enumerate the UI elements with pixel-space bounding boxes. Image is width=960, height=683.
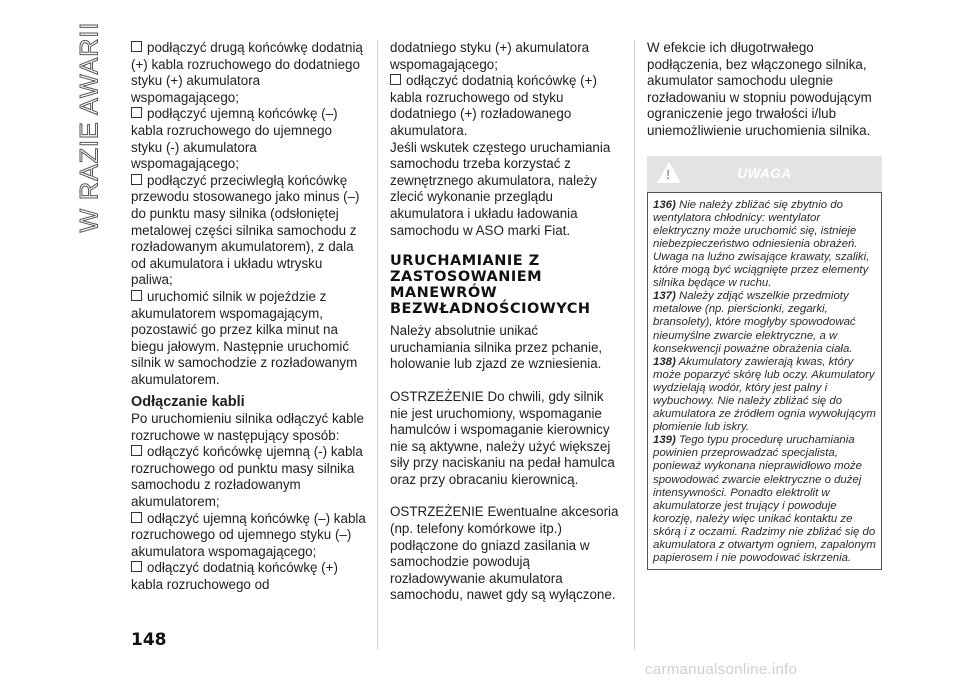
page-number: 148 (131, 630, 167, 650)
list-item: odłączyć ujemną końcówkę (–) kabla rozruchowego od ujemnego styku (–) akumulatora wspomagającego; (131, 510, 366, 559)
column-2 (390, 40, 622, 604)
checkbox-bullet-icon (131, 290, 142, 301)
warning-item: 138) Akumulatory zawierają kwas, który może poparzyć skórę lub oczy. Akumulatory wydzielają wodór, który jest palny i wybuchowy. Nie należy zbliżać się do akumulatora ze źródłem ognia wywołującym płomienie lub iskry. (653, 355, 876, 434)
list-item: odłączyć dodatnią końcówkę (+) kabla rozruchowego od (131, 560, 338, 592)
section-heading: Odłączanie kabli (131, 394, 245, 411)
warning-paragraph: OSTRZEŻENIE Do chwili, gdy silnik nie jest uruchomiony, wspomaganie hamulców i wspomaganie kierownicy nie są aktywne, należy użyć większej siły przy naciskaniu na pedał hamulca oraz przy obracaniu kierownicą. (390, 388, 615, 487)
list-item: podłączyć przeciwległą końcówkę przewodu stosowanego jako minus (–) do punktu masy silnika (odsłoniętej metalowej części silnika samochodu z rozładowanym akumulatorem), z dala od akumulatora i układu wtrysku paliwa; (131, 172, 360, 288)
column-divider (634, 40, 635, 650)
paragraph: Jeśli wskutek częstego uruchamiania samochodu trzeba korzystać z zewnętrznego akumulatora, należy zlecić wykonanie przeglądu akumulatora i układu ładowania samochodu w ASO marki Fiat. (390, 139, 611, 238)
checkbox-bullet-icon (131, 107, 142, 118)
list-item: podłączyć ujemną końcówkę (–) kabla rozruchowego do ujemnego styku (-) akumulatora wspomagającego; (131, 106, 338, 172)
warning-label: UWAGA (737, 165, 792, 181)
column-1 (131, 40, 366, 594)
chapter-side-title (70, 21, 110, 250)
list-item: odłączyć końcówkę ujemną (-) kabla rozruchowego od punktu masy silnika samochodu z rozładowanym akumulatorem; (131, 444, 363, 510)
warning-box (647, 192, 882, 571)
checkbox-bullet-icon (390, 74, 401, 85)
paragraph: dodatniego styku (+) akumulatora wspomagającego; (390, 40, 590, 72)
section-heading: URUCHAMIANIE Z ZASTOSOWANIEM MANEWRÓW BEZWŁADNOŚCIOWYCH (390, 253, 591, 318)
checkbox-bullet-icon (131, 512, 142, 523)
warning-item: 136) Nie należy zbliżać się zbytnio do wentylatora chłodnicy: wentylator elektryczny może uruchomić się, istnieje niebezpieczeństwo odniesienia obrażeń. Uwaga na luźno zwisające krawaty, szaliki, które mogą być wciągnięte przez elementy silnika będące w ruchu. (653, 198, 870, 290)
list-item: odłączyć dodatnią końcówkę (+) kabla rozruchowego od styku dodatniego (+) rozładowanego akumulatora. (390, 73, 597, 138)
paragraph: Należy absolutnie unikać uruchamiania silnika przez pchanie, holowanie lub zjazd ze wzniesienia. (390, 323, 603, 372)
checkbox-bullet-icon (131, 41, 142, 52)
list-item: uruchomić silnik w pojeździe z akumulatorem wspomagającym, pozostawić go przez kilka minut na biegu jałowym. Następnie uruchomić silnik w samochodzie z rozładowanym akumulatorem. (131, 288, 358, 387)
warning-paragraph: OSTRZEŻENIE Ewentualne akcesoria (np. telefony komórkowe itp.) podłączone do gniazd zasilania w samochodzie powodują rozładowywanie akumulatora samochodu, nawet gdy są wyłączone. (390, 504, 619, 603)
paragraph: Po uruchomieniu silnika odłączyć kable rozruchowe w następujący sposób: (131, 411, 364, 443)
chapter-title-text: W RAZIE AWARII (75, 21, 104, 233)
warning-item: 137) Należy zdjąć wszelkie przedmioty metalowe (np. pierścionki, zegarki, bransolety), które mogłyby spowodować nieumyślne zwarcie elektryczne, a w konsekwencji poważne obrażenia ciała. (653, 290, 856, 355)
warning-item: 139) Tego typu procedurę uruchamiania powinien przeprowadzać specjalista, ponieważ wykonana nieprawidłowo może spowodować zwarcie elektryczne o dużej intensywności. Ponadto elektrolit w akumulatorze jest trujący i powoduje korozję, należy więc unikać kontaktu ze skórą i z oczami. Radzimy nie zbliżać się do akumulatora z otwartym ogniem, zapalonym papierosem i nie powodować iskrzenia. (653, 434, 876, 565)
checkbox-bullet-icon (131, 561, 142, 572)
checkbox-bullet-icon (131, 174, 142, 185)
column-divider (377, 40, 378, 650)
column-3 (647, 40, 882, 570)
footer-watermark: carmanualsonline.info (645, 661, 798, 678)
warning-header (647, 156, 882, 192)
list-item: podłączyć drugą końcówkę dodatnią (+) kabla rozruchowego do dodatniego styku (+) akumulatora wspomagającego; (131, 40, 363, 105)
checkbox-bullet-icon (131, 445, 142, 456)
paragraph: W efekcie ich długotrwałego podłączenia, bez włączonego silnika, akumulator samochodu ulegnie rozładowaniu w stopniu powodującym ograniczenie jego trwałości i/lub uniemożliwienie uruchomienia silnika. (647, 40, 872, 138)
